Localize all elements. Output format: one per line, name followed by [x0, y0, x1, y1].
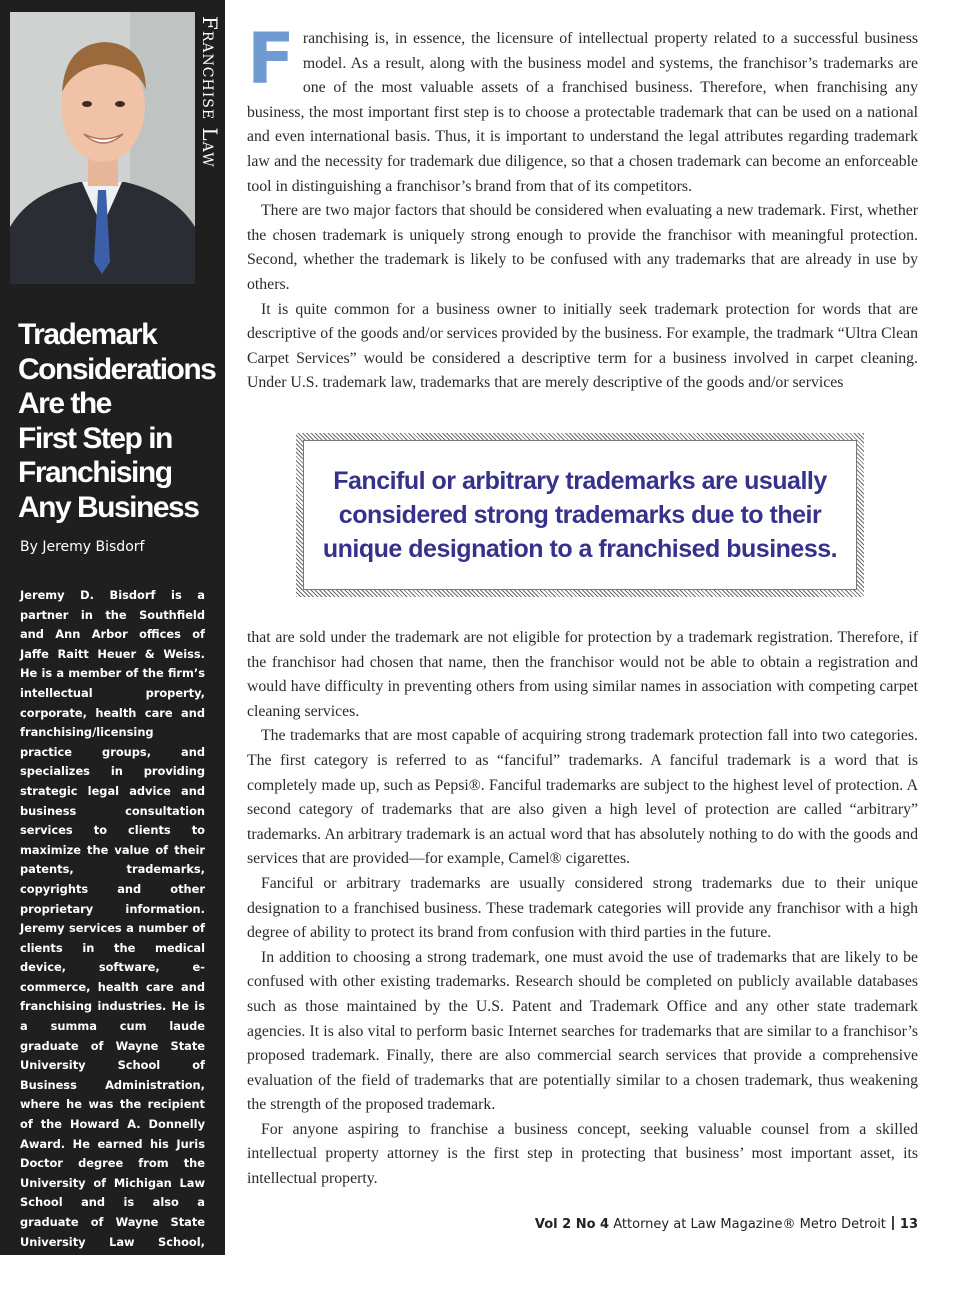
paragraph-text: ranchising is, in essence, the licensure of intellectual property related to a successful business model. As a result, along with the business model and systems, the franchisor’s trademarks are one of the most valuable assets of a franchised business. Therefore, when franchising any business, the most important first step is to choose a protectable trademark that can be used on a national and even international basis. Thus, it is important to understand the legal attributes regarding trademark law and the necessity for trademark due diligence, so that a chosen trademark can become an enforceable tool in distinguishing a franchisor’s brand from that of its competitors.: [247, 30, 918, 195]
article-title: [18, 318, 218, 525]
page-number: 13: [899, 1217, 918, 1232]
body-paragraph: [247, 18, 918, 199]
byline: By Jeremy Bisdorf: [20, 539, 145, 555]
body-paragraph: It is quite common for a business owner to initially seek trademark protection for words that are descriptive of the goods and/or services provided by the business. For example, the tradmark “Ultra Clean Carpet Services” would be considered a descriptive term for a business involved in carpet cleaning. Under U.S. trademark law, trademarks that are merely descriptive of the goods and/or services: [247, 300, 918, 392]
page-footer: [535, 1216, 918, 1232]
body-paragraph: There are two major factors that should be considered when evaluating a new trademark. First, whether the chosen trademark is uniquely strong enough to provide the franchisor with meaningful protection. Second, whether the trademark is likely to be confused with any trademarks that are already in use by others.: [247, 202, 918, 293]
sidebar: [0, 0, 225, 1308]
title-line: Trademark: [18, 318, 157, 351]
body-paragraph: Fanciful or arbitrary trademarks are usually considered strong trademarks due to their unique designation to a franchised business. These trademark categories will provide any franchisor with a high degree of ability to protect its brand from confusion with third parties in the future.: [247, 874, 918, 942]
title-line: Any Business: [18, 490, 199, 524]
pull-quote-frame: [303, 440, 857, 590]
pull-quote: Fanciful or arbitrary trademarks are usually considered strong trademarks due to their unique designation to a franchised business.: [322, 467, 838, 563]
body-paragraph: that are sold under the trademark are not eligible for protection by a trademark registration. Therefore, if the franchisor had chosen that name, then the franchisor would not be able to obtain a registration and would have difficulty in preventing others from using similar names in association with competing carpet cleaning services.: [247, 629, 918, 720]
title-line: Are the: [18, 387, 111, 420]
issue-label: Vol 2 No 4: [534, 1217, 610, 1232]
author-portrait-image: [10, 12, 195, 284]
body-paragraph: For anyone aspiring to franchise a business concept, seeking valuable counsel from a skilled intellectual property attorney is the first step in protecting that business’ most important asset, its intellectual property.: [247, 1120, 918, 1188]
title-line: Considerations: [18, 352, 216, 386]
author-photo: [10, 12, 195, 284]
article-body-top: [247, 18, 918, 396]
author-bio: Jeremy D. Bisdorf is a partner in the Southfield and Ann Arbor offices of Jaffe Raitt Heuer & Weiss. He is a member of the firm’s intellectual property, corporate, health care and franchising/licensing practice groups, and specializes in providing strategic legal advice and business consultation services to clients to maximize the value of their patents, trademarks, copyrights and other proprietary information. Jeremy services a number of clients in the medical device, software, e-commerce, health care and franchising industries. He is a summa cum laude graduate of Wayne State University School of Business Administration, where he was the recipient of the Howard A. Donnelly Award. He earned his Juris Doctor degree from the University of Michigan Law School and is also a graduate of Wayne State University Law School, where he received his LL.M. in taxation. Email jbisdorf@ jaffelaw.com for more info.: [20, 588, 205, 1308]
pull-quote-box: [296, 433, 864, 597]
footer-divider: [892, 1216, 894, 1230]
body-paragraph: In addition to choosing a strong trademark, one must avoid the use of trademarks that are likely to be confused with other existing trademarks. Research should be completed on publicly available databases such as those maintained by the U.S. Patent and Trademark Office and any other state trademark agencies. It is also vital to perform basic Internet searches for trademarks that are similar to a franchisor’s proposed trademark. Finally, there are also commercial search services that provide a comprehensive evaluation of the field of trademarks that are potentially similar to a chosen trademark, thus weakening the strength of the proposed trademark.: [247, 948, 918, 1114]
title-line: Franchising: [18, 456, 172, 489]
section-label: Franchise Law: [198, 16, 222, 168]
body-paragraph: The trademarks that are most capable of acquiring strong trademark protection fall into two categories. The first category is referred to as “fanciful” trademarks. A fanciful trademark is a word that is completely made up, such as Pepsi®. Fanciful trademarks are subject to the highest level of protection. A second category of trademarks that are also given a high level of protection are called “arbitrary” trademarks. An arbitrary trademark is an actual word that has absolutely nothing to do with the goods and services that are provided—for example, Camel® cigarettes.: [247, 727, 918, 868]
title-line: First Step in: [18, 421, 172, 455]
publication-name: Attorney at Law Magazine® Metro Detroit: [613, 1217, 886, 1232]
drop-cap: F: [247, 18, 295, 100]
article-body-bottom: [247, 626, 918, 1192]
